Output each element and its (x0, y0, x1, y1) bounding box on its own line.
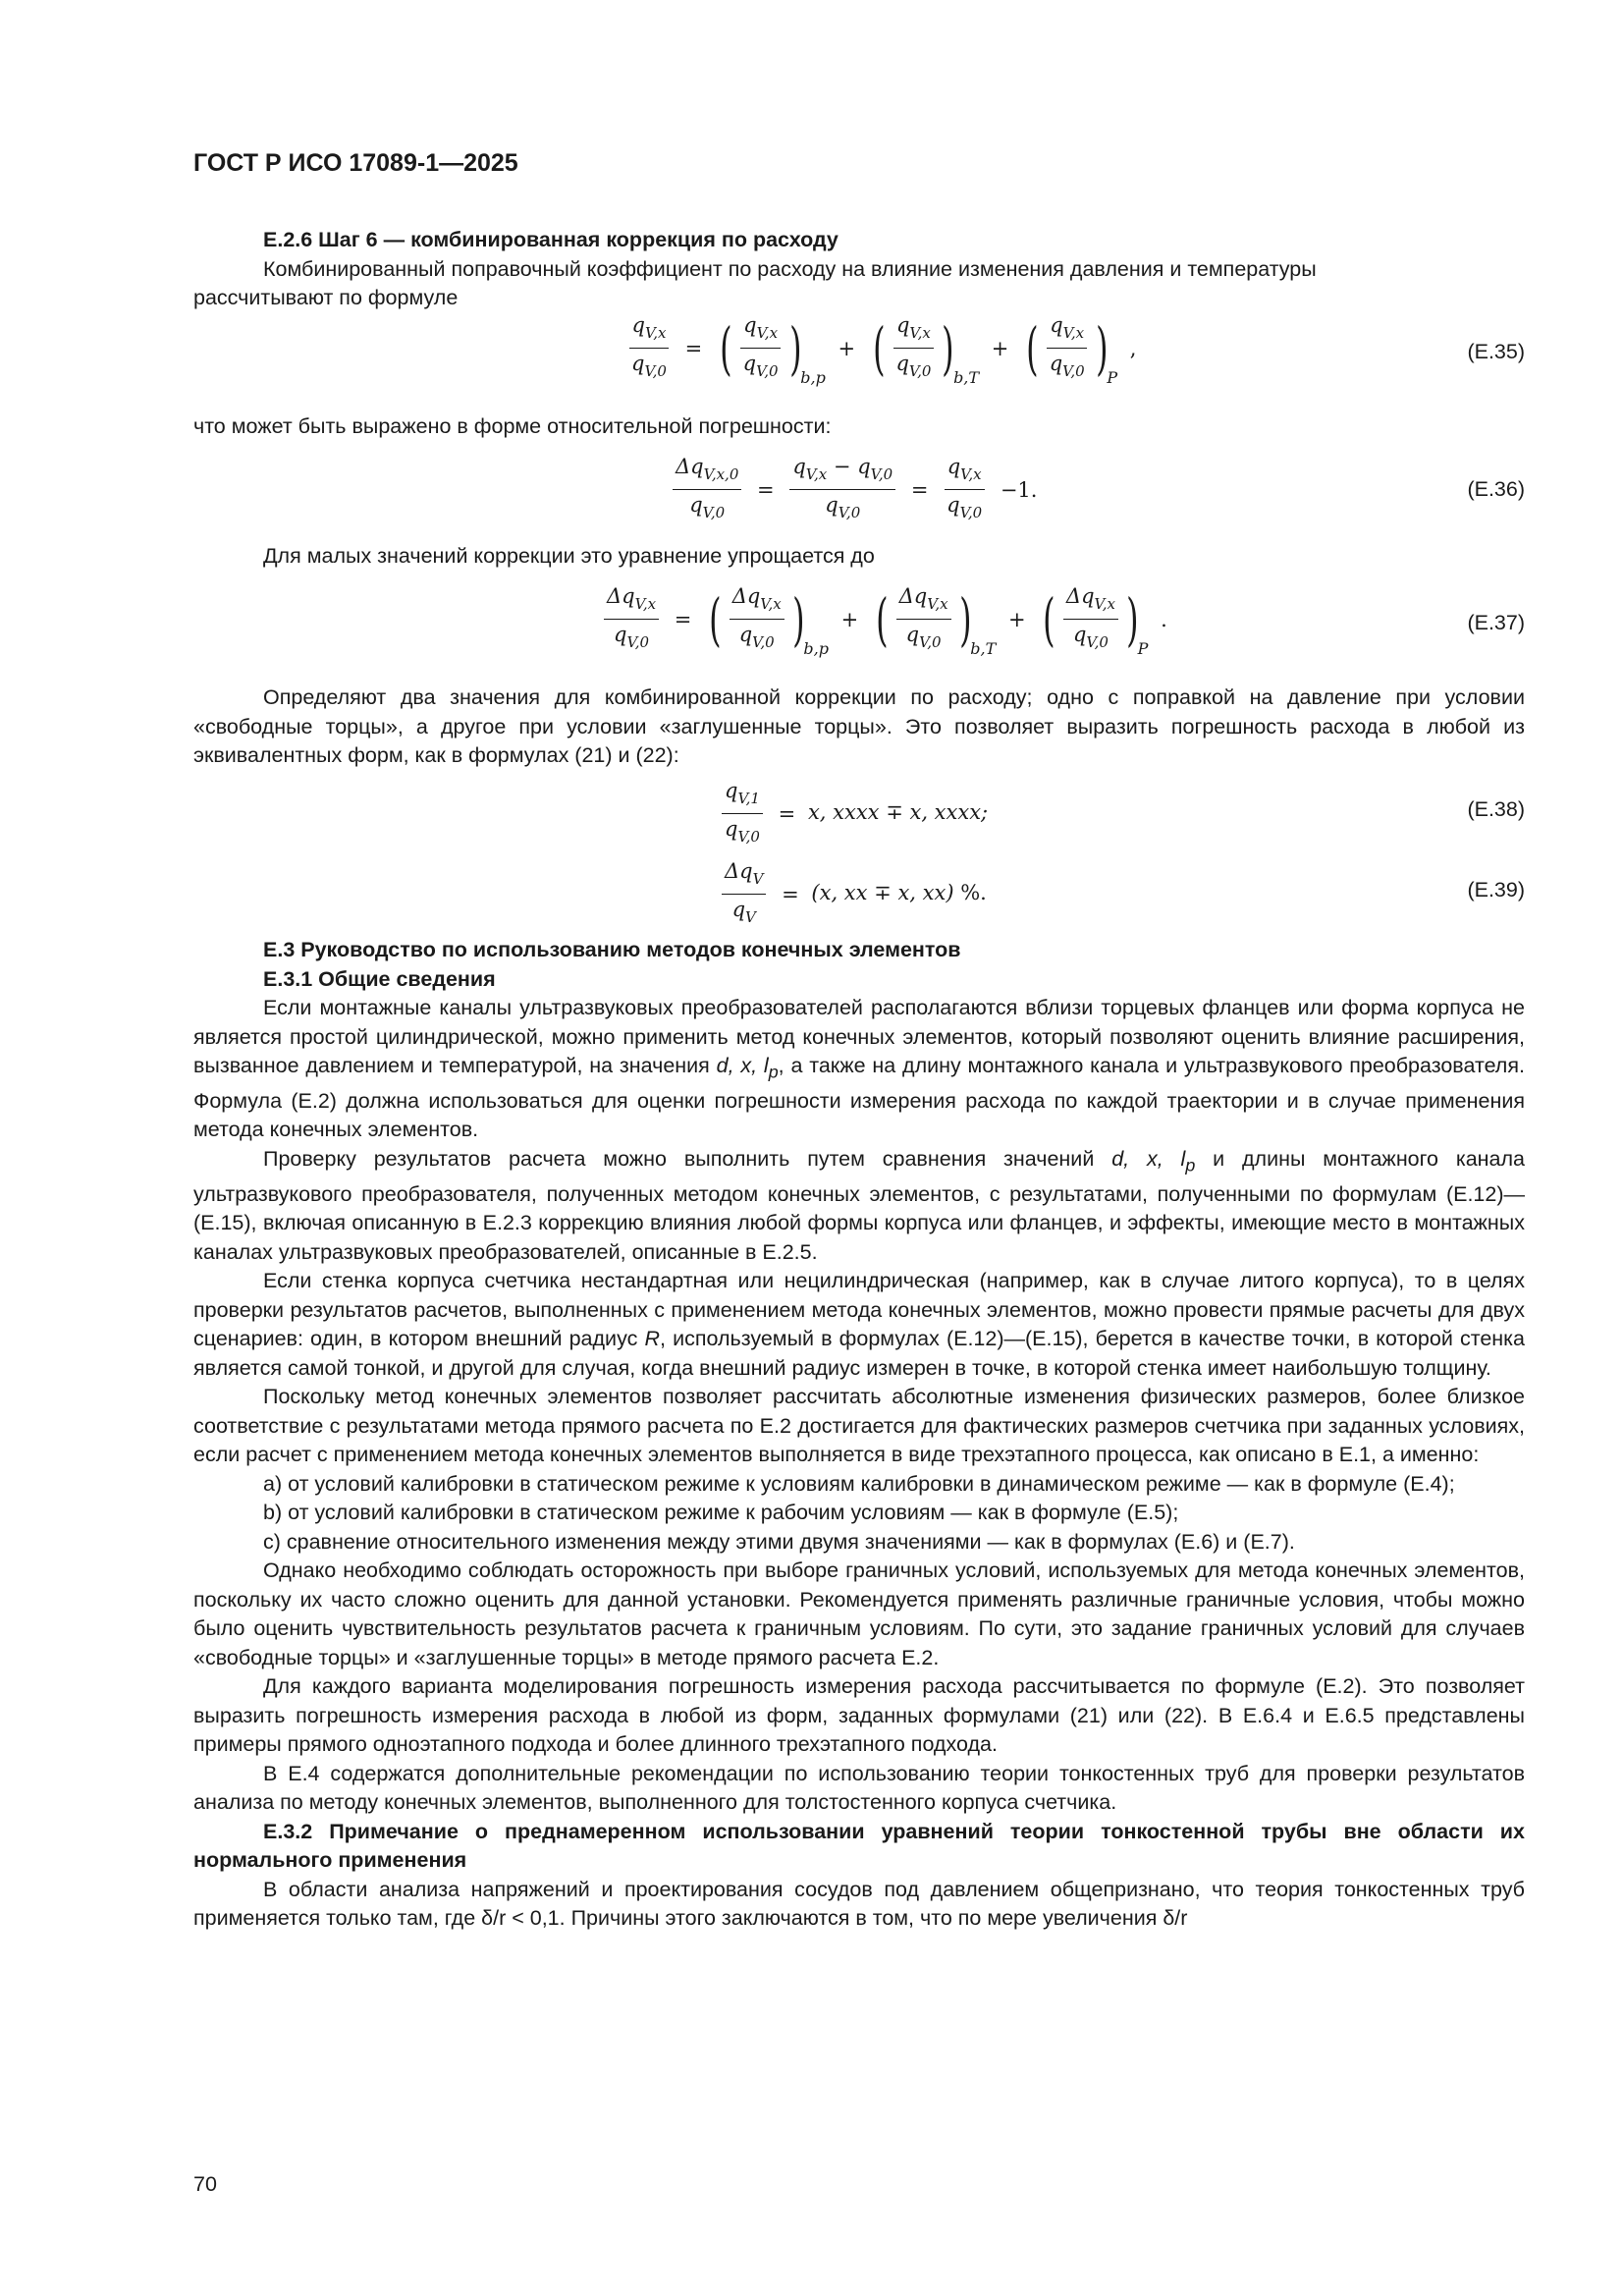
formula-e39-expression: $\frac{\Delta q_V}{q_V}$ = (x, xx ∓ x, xx) %. (719, 858, 987, 930)
formula-e36 (193, 454, 1525, 532)
standard-header: ГОСТ Р ИСО 17089-1—2025 (193, 149, 518, 177)
formula-e35 (193, 312, 1525, 401)
para-after-e37 (193, 683, 1525, 771)
page-number: 70 (193, 2172, 217, 2196)
formula-e38-expression: $\frac{q_{V,1}}{q_{V,0}}$ = x, xxxx ∓ x, xxxx; (719, 778, 988, 849)
formula-e37 (193, 583, 1525, 672)
formula-e37-expression: $\frac{\Delta q_{V,x}}{q_{V,0}}$ = ( $\frac{\Delta q_{V,x}}{q_{V,0}}$ )$_{b,p}$ + ( $\frac{\Delta q_{V,x}}{q_{V,0}}$ )$_{b,T}$ + ( $\frac{\Delta q_{V,x}}{q_{V,0}}$ )$_P$ . (601, 583, 1173, 658)
section-e3-heading: Е.3 Руководство по использованию методов конечных элементов (263, 938, 961, 961)
paragraph-3: Если стенка корпуса счетчика нестандартная или нецилиндрическая (например, как в случае литого корпуса), то в целях проверки результатов расчетов, выполненных с применением метода конечных элементов, можно провести прямые расчеты для двух сценариев: один, в котором внешний радиус R, используемый в формулах (Е.12)—(Е.15), берется в качестве точки, в которой стенка является самой тонкой, и другой для случая, когда внешний радиус измерен в точке, в которой стенка имеет наибольшую толщину. (193, 1269, 1525, 1380)
formula-e36-expression: $\frac{\Delta q_{V,x,0}}{q_{V,0}}$ = $\frac{q_{V,x} - q_{V,0}}{q_{V,0}}$ = $\frac{q_{V,x}}{q_{V,0}}$ −1. (670, 454, 1043, 525)
section-e3 (193, 936, 1525, 1934)
list-item-c: c) сравнение относительного изменения между этими двумя значениями — как в формулах (Е.6) и (Е.7). (263, 1529, 1295, 1554)
list-item-a: а) от условий калибровки в статическом режиме к условиям калибровки в динамическом режиме — как в формуле (Е.4); (263, 1471, 1455, 1496)
after-e35-line: что может быть выражено в форме относительной погрешности: (193, 414, 832, 438)
paragraph-4: Поскольку метод конечных элементов позволяет рассчитать абсолютные изменения физических размеров, более близкое соответствие с результатами метода прямого расчета по Е.2 достигается для фактических размеров счетчика при заданных условиях, если расчет с применением метода конечных элементов выполняется в виде трехэтапного процесса, как описано в Е.1, а именно: (193, 1385, 1525, 1467)
before-e37-text (193, 542, 1525, 572)
intro-line2: рассчитывают по формуле (193, 286, 459, 309)
intro-line1: Комбинированный поправочный коэффициент по расходу на влияние изменения давления и температуры (263, 256, 1317, 281)
equation-number-e35: (Е.35) (1467, 340, 1525, 363)
list-item-b: b) от условий калибровки в статическом режиме к рабочим условиям — как в формуле (Е.5); (263, 1501, 1179, 1525)
after-e35-text (193, 412, 1525, 442)
section-e26-heading: Е.2.6 Шаг 6 — комбинированная коррекция по расходу (263, 228, 839, 251)
paragraph-1: Если монтажные каналы ультразвуковых преобразователей располагаются вблизи торцевых фланцев или форма корпуса не является простой цилиндрической, можно применить метод конечных элементов, который позволяют оценить влияние расширения, вызванное давлением и температурой, на значения d, x, $l_p$, а также на длину монтажного канала и ультразвукового преобразователя. Формула (Е.2) должна использоваться для оценки погрешности измерения расхода по каждой траектории и в случае применения метода конечных элементов. (193, 996, 1525, 1142)
section-e32-heading: Е.3.2 Примечание о преднамеренном использовании уравнений теории тонкостенной трубы вне области их нормального применения (193, 1819, 1525, 1873)
formula-e35-expression: $\frac{q_{V,x}}{q_{V,0}}$ = ( $\frac{q_{V,x}}{q_{V,0}}$ )$_{b,p}$ + ( $\frac{q_{V,x}}{q_{V,0}}$ )$_{b,T}$ + ( $\frac{q_{V,x}}{q_{V,0}}$ )$_P$ , (625, 312, 1142, 387)
section-e31-heading: Е.3.1 Общие сведения (263, 966, 496, 991)
equation-number-e37: (Е.37) (1467, 611, 1525, 634)
formula-e38 (193, 778, 1525, 847)
equation-number-e38: (Е.38) (1467, 797, 1525, 821)
paragraph-6: Для каждого варианта моделирования погрешность измерения расхода рассчитывается по формуле (Е.2). Это позволяет выразить погрешность измерения расхода в любой из форм, заданных формулами (21) или (22). В Е.6.4 и Е.6.5 представлены примеры прямого одноэтапного подхода и более длинного трехэтапного подхода. (193, 1674, 1525, 1757)
paragraph-5: Однако необходимо соблюдать осторожность при выборе граничных условий, используемых для метода конечных элементов, поскольку их часто сложно оценить для данной установки. Рекомендуется применять различные граничные условия, чтобы можно было оценить чувствительность результатов расчета к граничным условиям. По сути, это задание граничных условий для случаев «свободные торцы» и «заглушенные торцы» в методе прямого расчета Е.2. (193, 1558, 1525, 1669)
paragraph-7: В Е.4 содержатся дополнительные рекомендации по использованию теории тонкостенных труб для проверки результатов анализа по методу конечных элементов, выполненного для толстостенного корпуса счетчика. (193, 1761, 1525, 1815)
equation-number-e39: (Е.39) (1467, 878, 1525, 902)
section-e26 (193, 226, 1525, 313)
para-after-e37-text: Определяют два значения для комбинированной коррекции по расходу; одно с поправкой на давление при условии «свободные торцы», а другое при условии «заглушенные торцы». Это позволяет выразить погрешность расхода в любой из эквивалентных форм, как в формулах (21) и (22): (193, 685, 1525, 767)
before-e37-line: Для малых значений коррекции это уравнение упрощается до (263, 544, 875, 568)
paragraph-8: В области анализа напряжений и проектирования сосудов под давлением общепризнано, что теория тонкостенных труб применяется только там, где δ/r < 0,1. Причины этого заключаются в том, что по мере увеличения δ/r (193, 1877, 1525, 1931)
paragraph-2: Проверку результатов расчета можно выполнить путем сравнения значений d, x, $l_p$ и длины монтажного канала ультразвукового преобразователя, полученных методом конечных элементов, с результатами, полученными по формулам (Е.12)—(Е.15), включая описанную в Е.2.3 коррекцию влияния любой формы корпуса или фланцев, и эффекты, имеющие место в монтажных каналах ультразвуковых преобразователей, описанные в Е.2.5. (193, 1146, 1525, 1264)
formula-e39 (193, 858, 1525, 927)
equation-number-e36: (Е.36) (1467, 477, 1525, 501)
